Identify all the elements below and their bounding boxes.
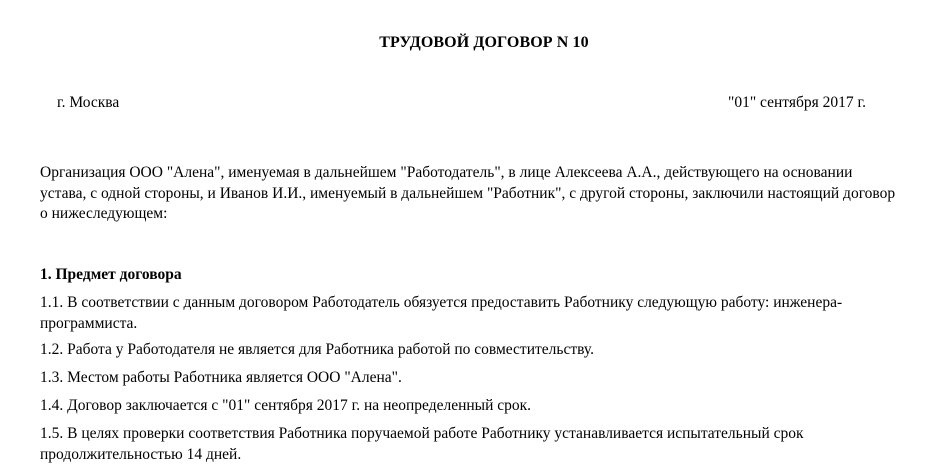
clause-line: программиста. <box>40 314 920 335</box>
clause-1-2: 1.2. Работа у Работодателя не является для Работника работой по совместительству. <box>40 340 920 361</box>
clause-1-1 <box>40 293 920 334</box>
contract-date: "01" сентября 2017 г. <box>728 94 866 112</box>
clause-1-3: 1.3. Местом работы Работника является ООО "Алена". <box>40 368 920 389</box>
clause-line: продолжительностью 14 дней. <box>40 445 920 465</box>
preamble-line: Организация ООО "Алена", именуемая в дальнейшем "Работодатель", в лице Алексеева А.А., действующего на основании <box>40 163 940 184</box>
clause-line: 1.1. В соответствии с данным договором Работодатель обязуется предоставить Работнику следующую работу: инженера- <box>40 293 920 314</box>
clause-1-5 <box>40 424 920 465</box>
contract-city: г. Москва <box>57 94 119 112</box>
preamble-line: устава, с одной стороны, и Иванов И.И., именуемый в дальнейшем "Работник", с другой стороны, заключили настоящий договор <box>40 184 940 205</box>
clause-1-4: 1.4. Договор заключается с "01" сентября 2017 г. на неопределенный срок. <box>40 396 920 417</box>
document-title: ТРУДОВОЙ ДОГОВОР N 10 <box>0 34 948 52</box>
clause-line: 1.5. В целях проверки соответствия Работника поручаемой работе Работнику устанавливается испытательный срок <box>40 424 920 445</box>
preamble-paragraph <box>40 163 940 225</box>
preamble-line: о нижеследующем: <box>40 204 940 225</box>
section-heading-subject: 1. Предмет договора <box>40 266 182 284</box>
